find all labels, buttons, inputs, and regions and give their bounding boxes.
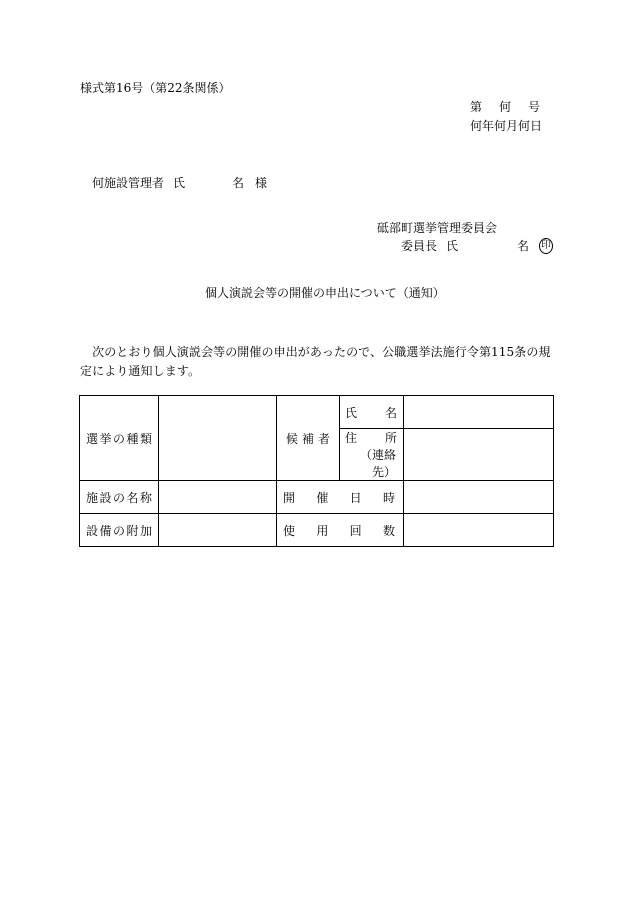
table-row <box>80 514 554 547</box>
doc-number-suffix: 号 <box>527 100 540 114</box>
name-value <box>404 396 554 429</box>
equipment-label-cell <box>80 514 159 547</box>
document-number <box>470 101 540 113</box>
usage-count-label: 使用回数 <box>283 523 395 538</box>
address-label: 住所 <box>345 431 397 445</box>
document-date: 何年何月何日 <box>470 119 543 133</box>
notice-table <box>79 395 554 547</box>
equipment-label: 設備の附加 <box>86 523 152 538</box>
event-datetime-label-cell <box>277 481 404 514</box>
table-row <box>80 481 554 514</box>
event-datetime-label: 開催日時 <box>283 490 395 505</box>
sender-surname: 氏 <box>446 239 459 253</box>
body-text: 次のとおり個人演説会等の開催の申出があったので、公職選挙法施行令第115条の規定により通知します。 <box>80 345 551 378</box>
seal-mark: 印 <box>539 238 553 254</box>
sender-given: 名 <box>517 239 530 253</box>
address-value <box>404 429 554 481</box>
usage-count-value <box>404 514 554 547</box>
document-subject: 個人演説会等の開催の申出について（通知） <box>205 286 445 300</box>
election-type-value <box>159 396 277 481</box>
facility-name-value <box>159 481 277 514</box>
doc-number-value: 何 <box>498 100 511 114</box>
addressee-prefix: 何施設管理者 <box>92 176 165 190</box>
name-label-cell <box>340 396 404 429</box>
election-type-label: 選挙の種類 <box>86 431 152 446</box>
usage-count-label-cell <box>277 514 404 547</box>
form-number: 様式第16号（第22条関係） <box>80 81 231 95</box>
candidate-label-cell <box>277 396 340 481</box>
table-row <box>80 396 554 429</box>
facility-name-label-cell <box>80 481 159 514</box>
event-datetime-value <box>404 481 554 514</box>
equipment-value <box>159 514 277 547</box>
sender-title: 委員長 <box>401 239 438 253</box>
addressee-surname: 氏 <box>173 176 186 190</box>
election-type-label-cell <box>80 396 159 481</box>
candidate-label: 候補者 <box>286 431 330 446</box>
facility-name-label: 施設の名称 <box>86 490 152 505</box>
address-label-cell <box>340 429 404 481</box>
addressee-given: 名 <box>232 176 245 190</box>
name-label: 氏名 <box>345 405 397 420</box>
address-note: （連絡先） <box>359 448 396 479</box>
sender-organization: 砥部町選挙管理委員会 <box>377 221 498 235</box>
addressee-honorific: 様 <box>255 176 268 190</box>
doc-number-prefix: 第 <box>470 100 483 114</box>
